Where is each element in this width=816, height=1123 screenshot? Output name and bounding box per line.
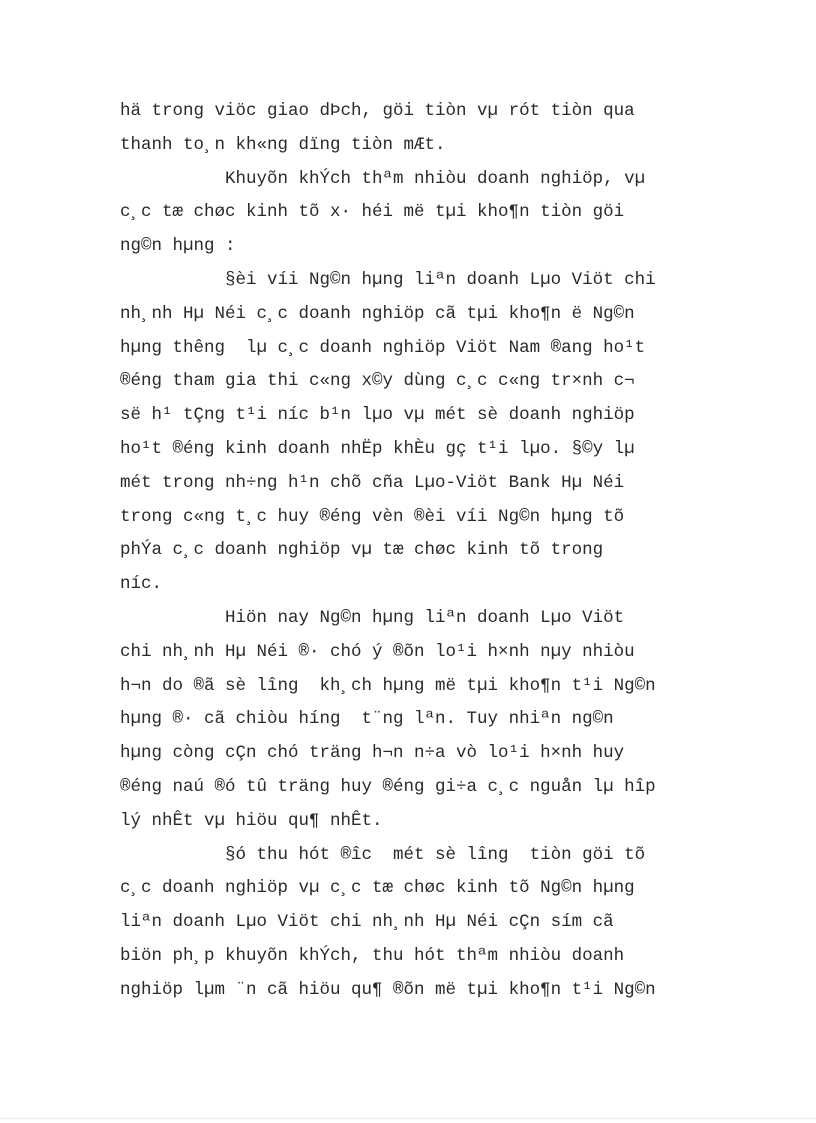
text-line: ®éng naú ®ó tû träng huy ®éng gi÷a c¸c nguån lµ hîp [120, 776, 656, 797]
text-line: thanh to¸n kh«ng dïng tiòn mÆt. [120, 134, 446, 155]
text-line: ho¹t ®éng kinh doanh nhËp khÈu gç t¹i lµo. §©y lµ [120, 438, 635, 459]
text-line: nh¸nh Hµ Néi c¸c doanh nghiöp cã tµi kho¶n ë Ng©n [120, 303, 635, 324]
text-line: phÝa c¸c doanh nghiöp vµ tæ chøc kinh tõ trong [120, 540, 604, 561]
text-line: hµng ®· cã chiòu híng t¨ng lªn. Tuy nhiªn ng©n [120, 709, 614, 730]
text-line: §ó thu hót ®îc mét sè lîng tiòn göi tõ [120, 844, 646, 865]
text-line: §èi víi Ng©n hµng liªn doanh Lµo Viöt chi [120, 269, 656, 290]
text-line: liªn doanh Lµo Viöt chi nh¸nh Hµ Néi cÇn sím cã [120, 912, 614, 933]
text-line: c¸c doanh nghiöp vµ c¸c tæ chøc kinh tõ Ng©n hµng [120, 878, 635, 899]
page-bottom-divider [0, 1118, 816, 1119]
text-line: trong c«ng t¸c huy ®éng vèn ®èi víi Ng©n hµng tõ [120, 506, 625, 527]
text-line: h¬n do ®ã sè lîng kh¸ch hµng më tµi kho¶n t¹i Ng©n [120, 675, 656, 696]
text-line: hµng thêng lµ c¸c doanh nghiöp Viöt Nam ®ang ho¹t [120, 337, 646, 358]
text-line: biön ph¸p khuyõn khÝch, thu hót thªm nhiòu doanh [120, 945, 625, 966]
text-line: nghiöp lµm ¨n cã hiöu qu¶ ®õn më tµi kho¶n t¹i Ng©n [120, 979, 656, 1000]
text-line: c¸c tæ chøc kinh tõ x· héi më tµi kho¶n tiòn göi [120, 202, 625, 223]
text-line: hä trong viöc giao dÞch, göi tiòn vµ rót tiòn qua [120, 101, 635, 121]
text-line: ng©n hµng : [120, 236, 236, 257]
text-line: chi nh¸nh Hµ Néi ®· chó ý ®õn lo¹i h×nh nµy nhiòu [120, 641, 635, 662]
text-line: ®éng tham gia thi c«ng x©y dùng c¸c c«ng tr×nh c¬ [120, 371, 635, 392]
body-text [120, 95, 700, 1008]
text-line: së h¹ tÇng t¹i níc b¹n lµo vµ mét sè doanh nghiöp [120, 405, 635, 426]
text-line: mét trong nh÷ng h¹n chõ cña Lµo-Viöt Bank Hµ Néi [120, 472, 625, 493]
text-line: Hiön nay Ng©n hµng liªn doanh Lµo Viöt [120, 607, 625, 628]
text-line: níc. [120, 574, 163, 595]
text-line: lý nhÊt vµ hiöu qu¶ nhÊt. [120, 810, 383, 831]
text-line: hµng còng cÇn chó träng h¬n n÷a vò lo¹i h×nh huy [120, 743, 625, 764]
text-line: Khuyõn khÝch thªm nhiòu doanh nghiöp, vµ [120, 168, 646, 189]
